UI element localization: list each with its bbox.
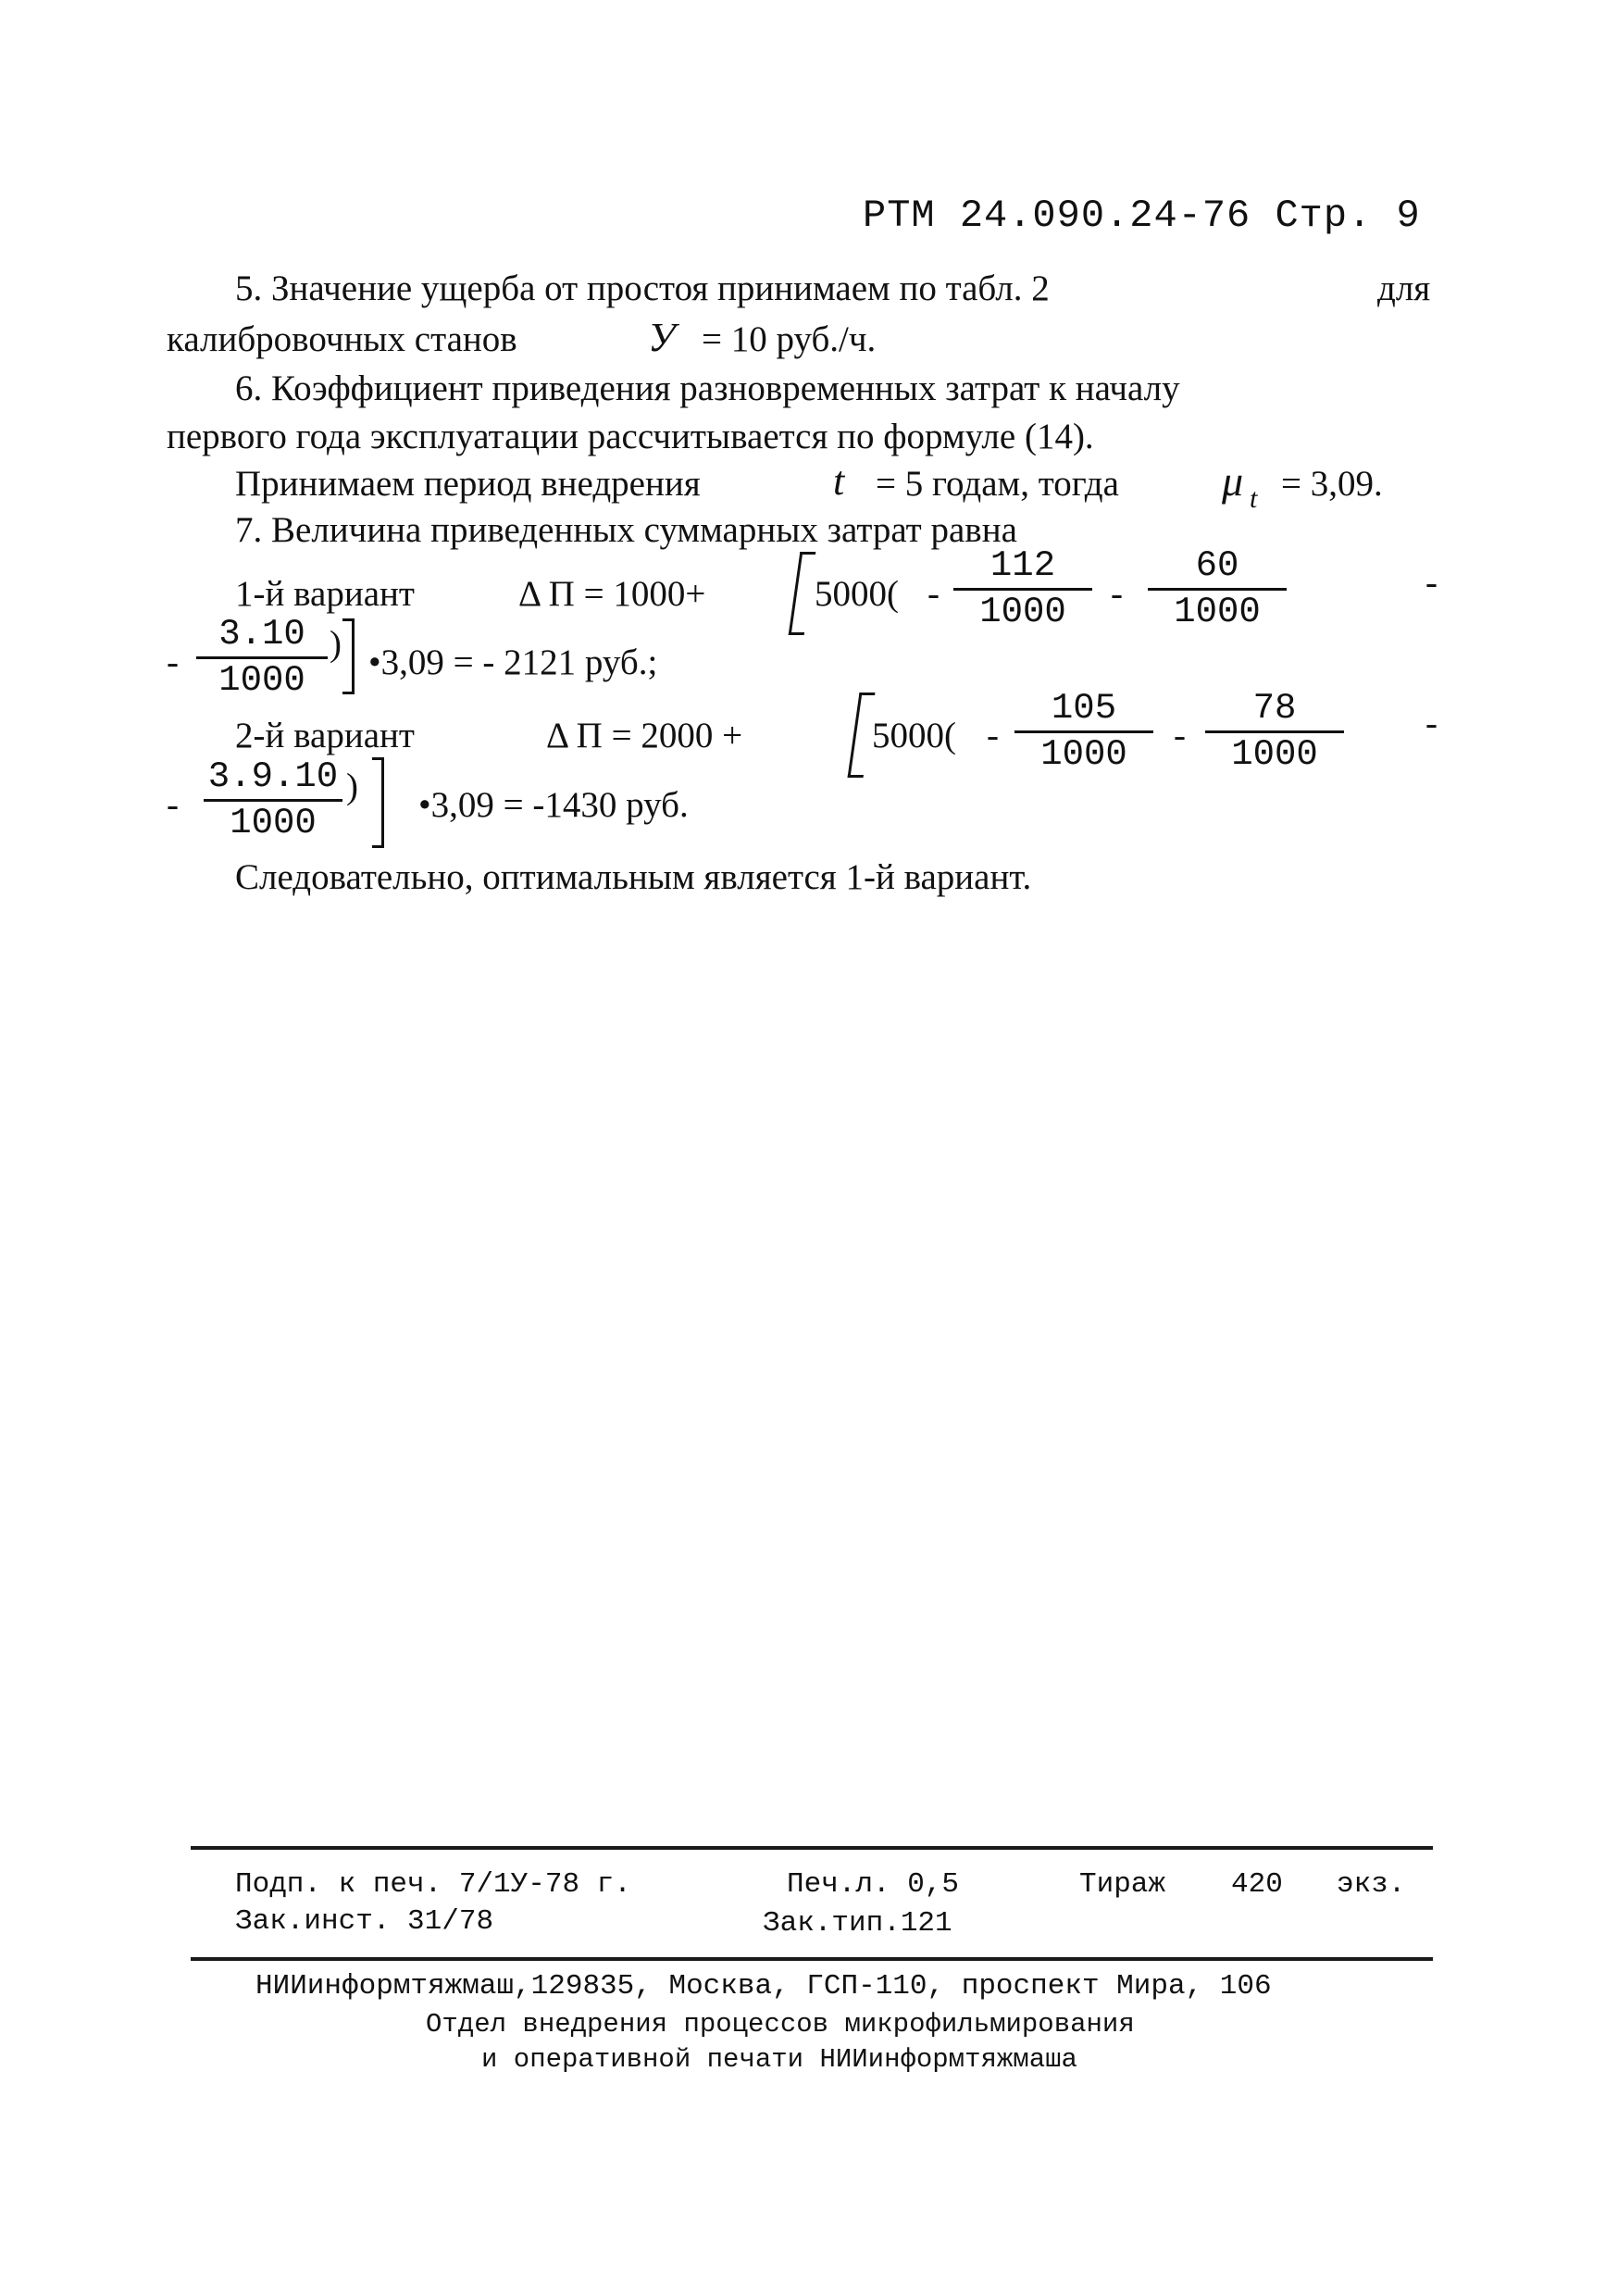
imprint-run-value: 420	[1231, 1868, 1283, 1901]
variant1-f1-den: 1000	[979, 592, 1066, 632]
fraction-bar	[196, 656, 328, 659]
variant1-cont-minus: -	[167, 643, 179, 682]
variant1-minus2: -	[1111, 574, 1123, 614]
variant1-bracket-close	[342, 618, 355, 694]
variant2-bracket-close	[372, 757, 384, 848]
variant2-cont-minus: -	[167, 785, 179, 825]
variant2-label: 2-й вариант	[235, 716, 415, 755]
variant1-f3-num: 3.10	[218, 614, 305, 655]
para5-line1-tail: для	[1377, 268, 1431, 308]
imprint-top-rule	[191, 1846, 1433, 1850]
imprint-order-typ: Зак.тип.121	[763, 1907, 952, 1940]
variant1-lhs: Δ П = 1000+	[518, 574, 706, 614]
variant2-close-paren: )	[346, 767, 358, 806]
variant2-result: •3,09 = -1430 руб.	[418, 785, 689, 825]
period-symbol: t	[833, 458, 845, 504]
variant2-coef: 5000(	[872, 716, 956, 755]
para5-line2: калибровочных станов	[167, 319, 517, 359]
fraction-bar	[1205, 730, 1344, 733]
variant1-tail-minus: -	[1425, 563, 1438, 603]
variant2-bracket-open	[848, 693, 876, 778]
imprint-signed: Подп. к печ. 7/1У-78 г.	[235, 1868, 631, 1901]
imprint-dept-line1: Отдел внедрения процессов микрофильмирования	[426, 2009, 1135, 2040]
variant1-f1-num: 112	[989, 545, 1056, 586]
para7-line1: 7. Величина приведенных суммарных затрат равна	[235, 510, 1017, 550]
variant2-tail-minus: -	[1425, 704, 1438, 743]
variant1-coef: 5000(	[815, 574, 899, 614]
variant1-fraction-2	[1148, 545, 1287, 632]
variant2-f3-num: 3.9.10	[207, 756, 339, 797]
fraction-bar	[1014, 730, 1153, 733]
variant1-f3-den: 1000	[218, 660, 305, 701]
variant2-f1-num: 105	[1051, 688, 1117, 729]
imprint-bottom-rule	[191, 1957, 1433, 1961]
variant1-f2-num: 60	[1195, 545, 1239, 586]
imprint-run-unit: экз.	[1337, 1868, 1406, 1901]
fraction-bar	[1148, 588, 1287, 591]
damage-symbol: У	[648, 315, 676, 360]
variant2-f2-den: 1000	[1231, 734, 1318, 775]
variant2-lhs: Δ П = 2000 +	[546, 716, 743, 755]
para6-line1: 6. Коэффициент приведения разновременных затрат к началу	[235, 368, 1180, 408]
para6-line3-a: Принимаем период внедрения	[235, 464, 701, 504]
variant1-label: 1-й вариант	[235, 574, 415, 614]
variant2-f3-den: 1000	[230, 803, 317, 843]
page-header: РТМ 24.090.24-76 Стр. 9	[863, 193, 1421, 238]
variant2-f2-num: 78	[1252, 688, 1297, 729]
variant2-minus1: -	[987, 716, 999, 755]
variant1-fraction-1	[953, 545, 1092, 632]
fraction-bar	[204, 799, 342, 802]
variant1-f2-den: 1000	[1174, 592, 1261, 632]
imprint-run-label: Тираж	[1079, 1868, 1166, 1901]
para5-line2-value: = 10 руб./ч.	[702, 319, 877, 359]
variant2-f1-den: 1000	[1040, 734, 1127, 775]
variant2-fraction-1	[1014, 688, 1153, 775]
imprint-order-inst: Зак.инст. 31/78	[235, 1905, 494, 1938]
variant1-minus1: -	[927, 574, 940, 614]
imprint-dept-line2: и оперативной печати НИИинформтяжмаша	[481, 2044, 1077, 2075]
variant2-fraction-2	[1205, 688, 1344, 775]
coefficient-symbol: μ	[1222, 457, 1244, 505]
variant2-fraction-3	[204, 756, 342, 843]
imprint-address: НИИинформтяжмаш,129835, Москва, ГСП-110, проспект Мира, 106	[255, 1970, 1272, 2003]
variant2-minus2: -	[1174, 716, 1186, 755]
variant1-close-paren: )	[330, 624, 342, 664]
variant1-fraction-3	[196, 614, 328, 701]
para5-line1: 5. Значение ущерба от простоя принимаем по табл. 2	[235, 268, 1050, 308]
conclusion: Следовательно, оптимальным является 1-й вариант.	[235, 857, 1032, 897]
para6-line3-b: = 5 годам, тогда	[876, 464, 1119, 504]
variant1-bracket-open	[789, 552, 816, 635]
para6-line3-c: = 3,09.	[1281, 464, 1383, 504]
imprint-sheets: Печ.л. 0,5	[787, 1868, 960, 1901]
fraction-bar	[953, 588, 1092, 591]
para6-line2: первого года эксплуатации рассчитывается по формуле (14).	[167, 417, 1094, 456]
variant1-result: •3,09 = - 2121 руб.;	[368, 643, 658, 682]
coefficient-subscript: t	[1250, 483, 1258, 514]
